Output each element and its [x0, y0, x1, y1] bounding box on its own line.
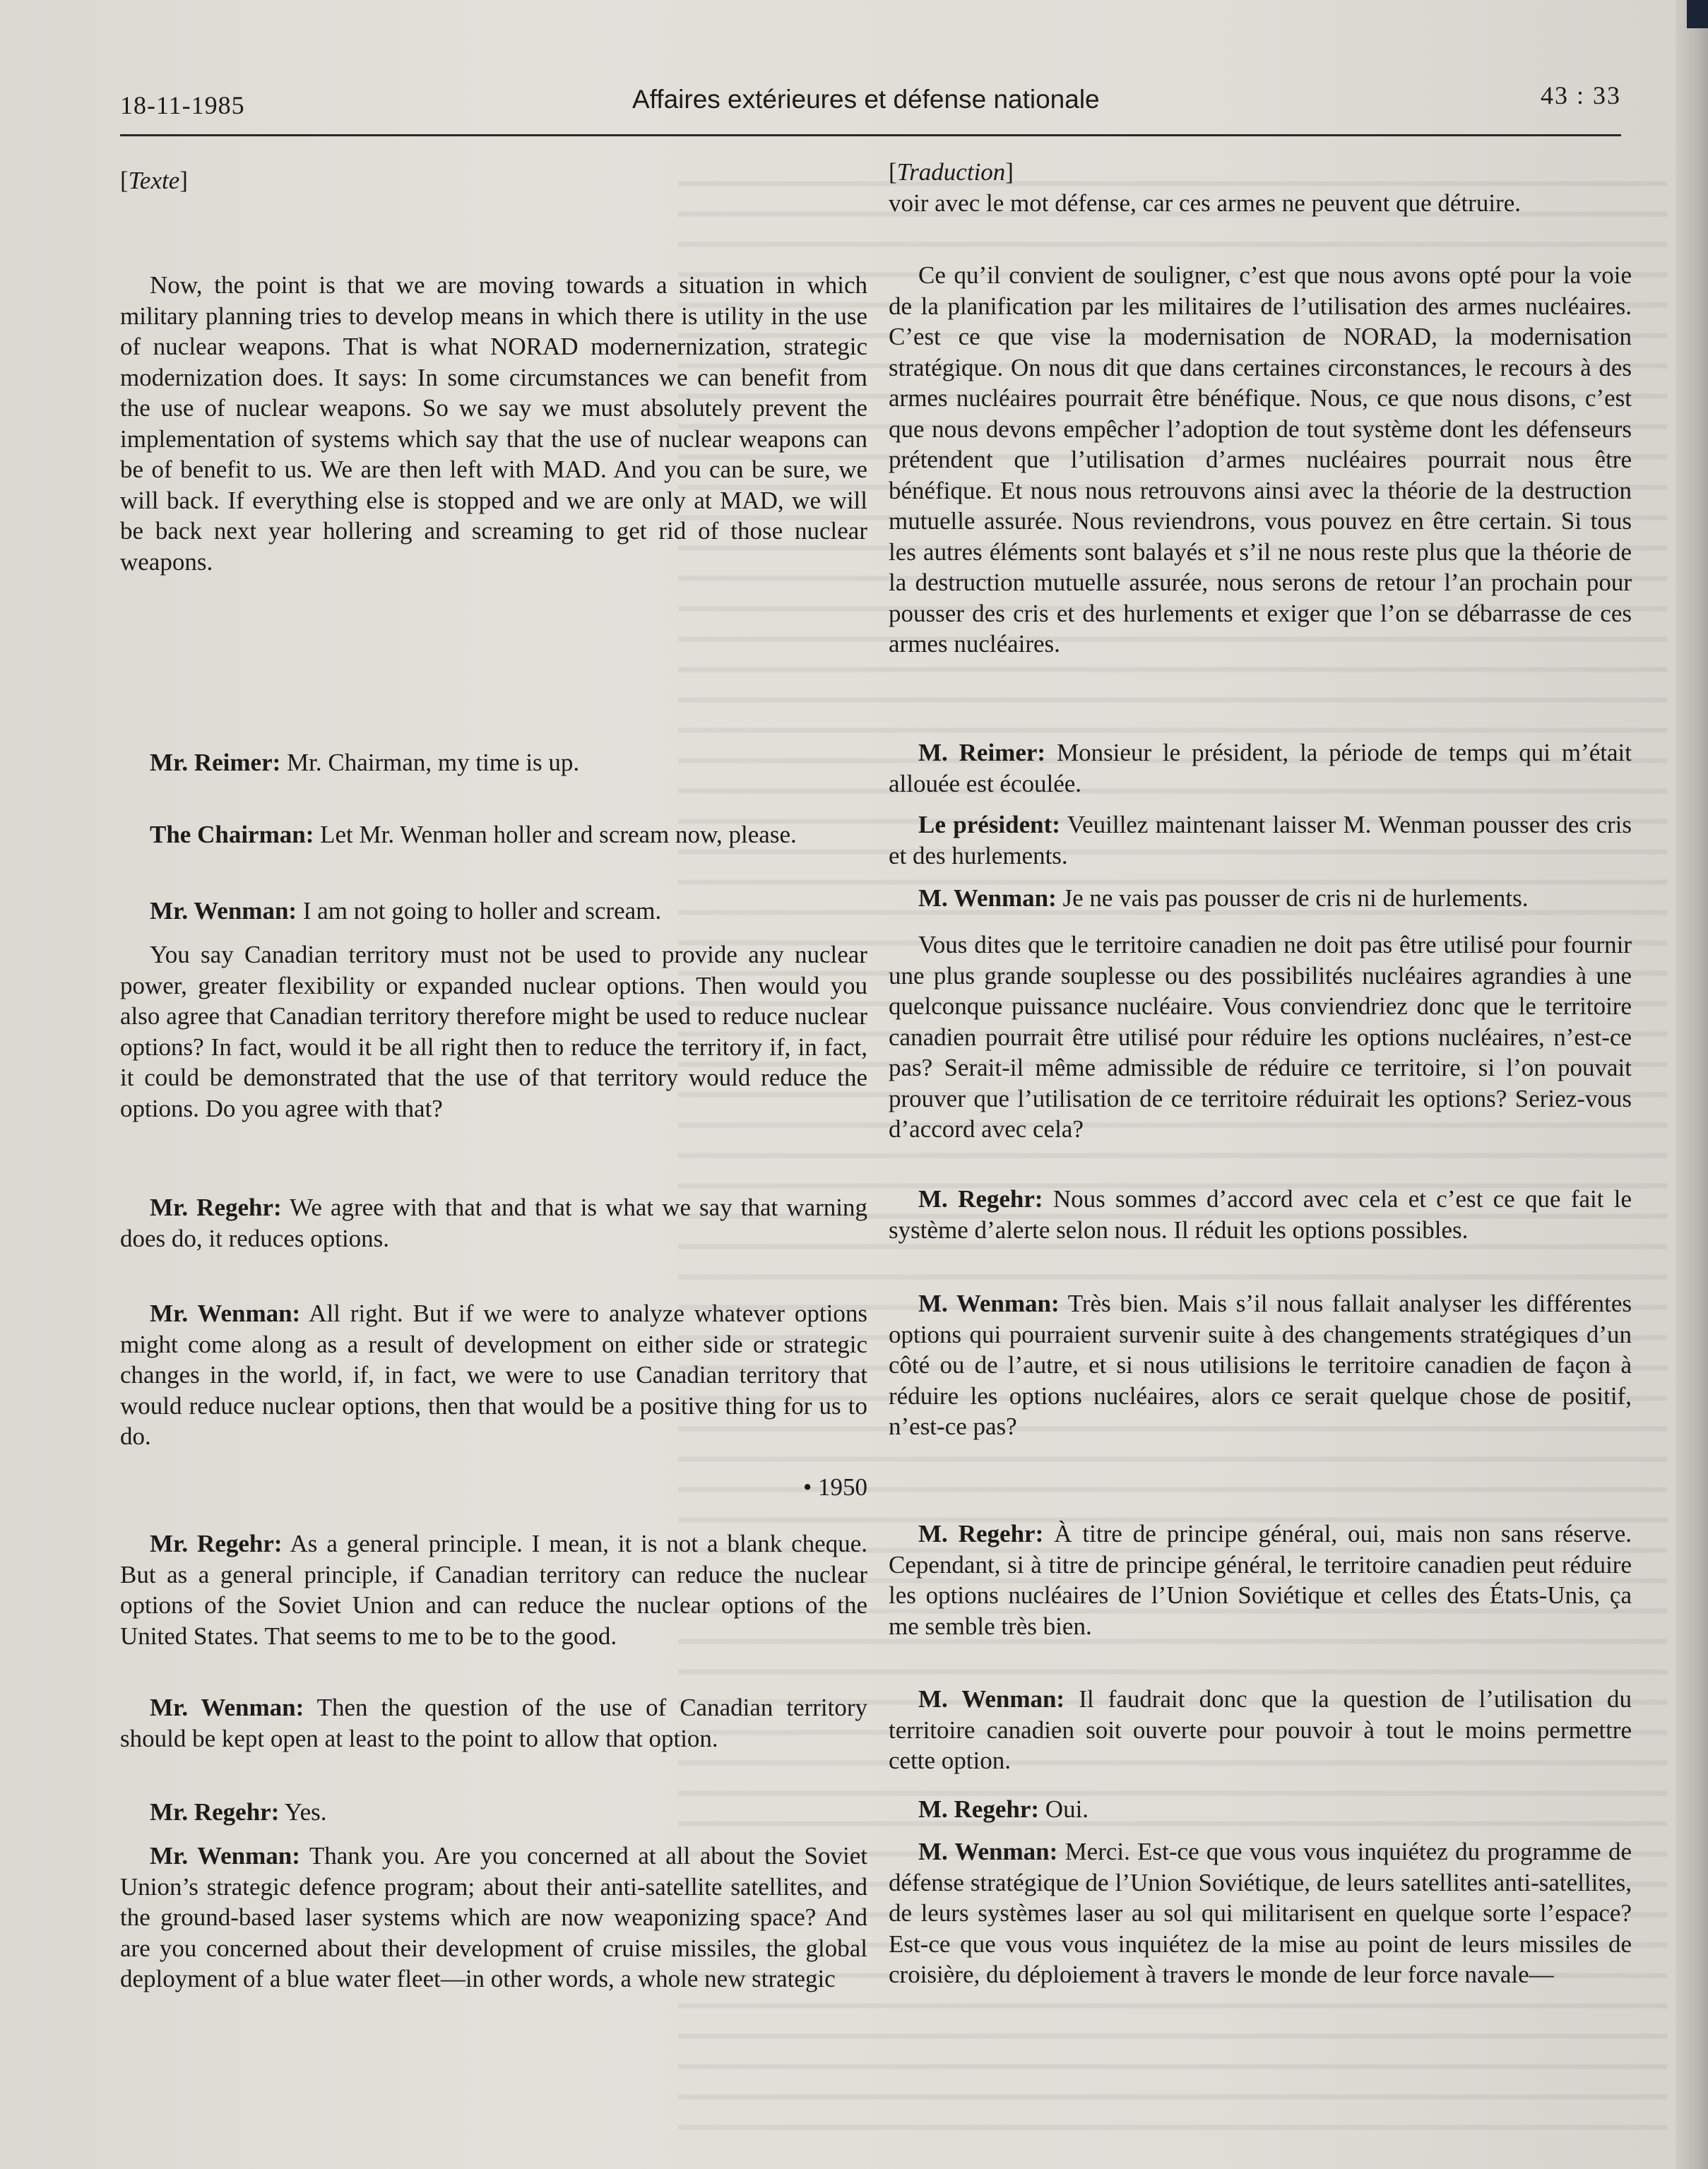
- speaker-name: M. Wenman:: [918, 884, 1057, 912]
- time-marker: • 1950: [802, 1473, 867, 1501]
- speaker-turn: Mr. Regehr: As a general principle. I mean, it is not a blank cheque. But as a general principle, if Canadian territory can reduce the nuclear options of the Soviet Union and can reduce the nuclear options of the United States. That seems to me to be to the good.: [120, 1530, 868, 1650]
- speaker-name: Mr. Wenman:: [150, 1300, 301, 1327]
- speaker-turn: M. Regehr: Oui.: [918, 1795, 1089, 1823]
- speaker-turn: M. Wenman: Merci. Est-ce que vous vous inquiétez du programme de défense stratégique de l’Union Soviétique, de leurs satellites anti-satellites, de leurs systèmes laser au sol qui militarisent en quelque sorte l’espace? Est-ce que vous vous inquiétez de la mise au point de leurs missiles de croisière, du déploiement à travers le monde de leur force navale—: [889, 1838, 1632, 1988]
- speaker-name: The Chairman:: [150, 821, 314, 848]
- header-page-number: 43 : 33: [1540, 81, 1621, 109]
- speaker-name: M. Wenman:: [918, 1838, 1058, 1865]
- speaker-turn: M. Reimer: Monsieur le président, la période de temps qui m’était allouée est écoulée.: [889, 739, 1632, 797]
- language-tag: [Traduction]: [889, 158, 1014, 186]
- speaker-name: Le président:: [918, 811, 1060, 838]
- speaker-turn: The Chairman: Let Mr. Wenman holler and scream now, please.: [150, 821, 797, 848]
- speaker-turn: Mr. Wenman: Then the question of the use of Canadian territory should be kept open at least to the point to allow that option.: [120, 1694, 867, 1752]
- speaker-turn: M. Wenman: Il faudrait donc que la question de l’utilisation du territoire canadien soit ouverte pour pouvoir à tout le moins permettre cette option.: [889, 1685, 1632, 1774]
- language-tag: [Texte]: [120, 167, 188, 194]
- speaker-turn: Mr. Wenman: All right. But if we were to analyze whatever options might come along as a result of development on either side or strategic changes in the world, if, in fact, we were to use Canadian territory that would reduce nuclear options, then that would be a positive thing for us to do.: [120, 1300, 867, 1450]
- speaker-name: Mr. Regehr:: [150, 1530, 283, 1557]
- speaker-turn: M. Wenman: Je ne vais pas pousser de cris ni de hurlements.: [918, 884, 1529, 912]
- speaker-turn: M. Regehr: À titre de principe général, oui, mais non sans réserve. Cependant, si à titre de principe général, le territoire canadien peut réduire les options nucléaires de l’Union Soviétique et celles des États-Unis, ça me semble très bien.: [889, 1520, 1632, 1640]
- paragraph: Now, the point is that we are moving towards a situation in which military planning tries to develop means in which there is utility in the use of nuclear weapons. That is what NORAD modernernization, strategic modernization does. It says: In some circumstances we can benefit from the use of nuclear weapons. So we say we must absolutely prevent the implementation of systems which say that the use of nuclear weapons can be of benefit to us. We are then left with MAD. And you can be sure, we will back. If everything else is stopped and we are only at MAD, we will be back next year hollering and screaming to get rid of those nuclear weapons.: [120, 271, 867, 576]
- speaker-turn: Mr. Reimer: Mr. Chairman, my time is up.: [150, 749, 580, 776]
- speaker-turn: Le président: Veuillez maintenant laisser M. Wenman pousser des cris et des hurlements.: [889, 811, 1632, 869]
- binding-mark: [1687, 0, 1708, 28]
- paragraph: Vous dites que le territoire canadien ne doit pas être utilisé pour fournir une plus grande souplesse ou des possibilités nucléaires agrandies à une quelconque puissance nucléaire. Vous conviendriez donc que le territoire canadien pourrait être utilisé pour réduire les options nucléaires, n’est-ce pas? Serait-il même admissible de réduire ce territoire, si l’on pouvait prouver que l’utilisation de ce territoire réduirait les options? Seriez-vous d’accord avec cela?: [889, 931, 1632, 1143]
- running-header: [120, 78, 1621, 136]
- page-edge: [1676, 0, 1708, 2169]
- header-date: 18-11-1985: [120, 91, 245, 119]
- speaker-turn: Mr. Regehr: We agree with that and that is what we say that warning does do, it reduces options.: [120, 1194, 868, 1252]
- paragraph: You say Canadian territory must not be used to provide any nuclear power, greater flexibility or expanded nuclear options. Then would you also agree that Canadian territory therefore might be used to reduce nuclear options? In fact, would it be all right then to reduce the territory if, in fact, it could be demonstrated that the use of that territory would reduce the options. Do you agree with that?: [120, 941, 867, 1122]
- speaker-name: Mr. Wenman:: [150, 897, 297, 925]
- speaker-name: Mr. Regehr:: [150, 1194, 282, 1221]
- header-title: Affaires extérieures et défense nationale: [632, 85, 1100, 114]
- speaker-name: M. Wenman:: [918, 1290, 1060, 1317]
- speaker-turn: Mr. Wenman: I am not going to holler and scream.: [150, 897, 662, 925]
- speaker-name: M. Regehr:: [918, 1795, 1040, 1823]
- speaker-turn: M. Regehr: Nous sommes d’accord avec cela et c’est ce que fait le système d’alerte selon nous. Il réduit les options possibles.: [889, 1185, 1632, 1244]
- speaker-name: Mr. Wenman:: [150, 1842, 300, 1870]
- speaker-name: Mr. Regehr:: [150, 1798, 280, 1826]
- paragraph: Ce qu’il convient de souligner, c’est que nous avons opté pour la voie de la planification par les militaires de l’utilisation des armes nucléaires. C’est ce que vise la modernisation de NORAD, la modernisation stratégique. On nous dit que dans certaines circonstances, le recours à des armes nucléaires pourrait être bénéfique. Nous, ce que nous disons, c’est que nous devons empêcher l’adoption de tout système dont les défenseurs prétendent que l’utilisation d’armes nucléaires pourrait nous être bénéfique. Et nous nous retrouvons ainsi avec la théorie de la destruction mutuelle assurée. Nous reviendrons, vous pouvez en être certain. Si tous les autres éléments sont balayés et s’il ne nous reste plus que la théorie de la destruction mutuelle assurée, nous serons de retour l’an prochain pour pousser des cris et des hurlements et exiger que l’on se débarrasse de ces armes nucléaires.: [889, 261, 1632, 658]
- paragraph: voir avec le mot défense, car ces armes ne peuvent que détruire.: [889, 189, 1521, 217]
- speaker-name: Mr. Reimer:: [150, 749, 281, 776]
- speaker-name: M. Regehr:: [918, 1520, 1044, 1547]
- speaker-name: Mr. Wenman:: [150, 1694, 304, 1721]
- speaker-name: M. Wenman:: [918, 1685, 1065, 1713]
- speaker-turn: M. Wenman: Très bien. Mais s’il nous fallait analyser les différentes options qui pourraient survenir suite à des changements stratégiques d’un côté ou de l’autre, et si nous utilisions le territoire canadien de façon à réduire les options nucléaires, alors ce serait quelque chose de positif, n’est-ce pas?: [889, 1290, 1632, 1440]
- speaker-turn: Mr. Regehr: Yes.: [150, 1798, 327, 1826]
- speaker-name: M. Regehr:: [918, 1185, 1043, 1213]
- speaker-name: M. Reimer:: [918, 739, 1046, 766]
- speaker-turn: Mr. Wenman: Thank you. Are you concerned at all about the Soviet Union’s strategic defence program; about their anti-satellite satellites, and the ground-based laser systems which are now weaponizing space? And are you concerned about their development of cruise missiles, the global deployment of a blue water fleet—in other words, a whole new strategic: [120, 1842, 867, 1992]
